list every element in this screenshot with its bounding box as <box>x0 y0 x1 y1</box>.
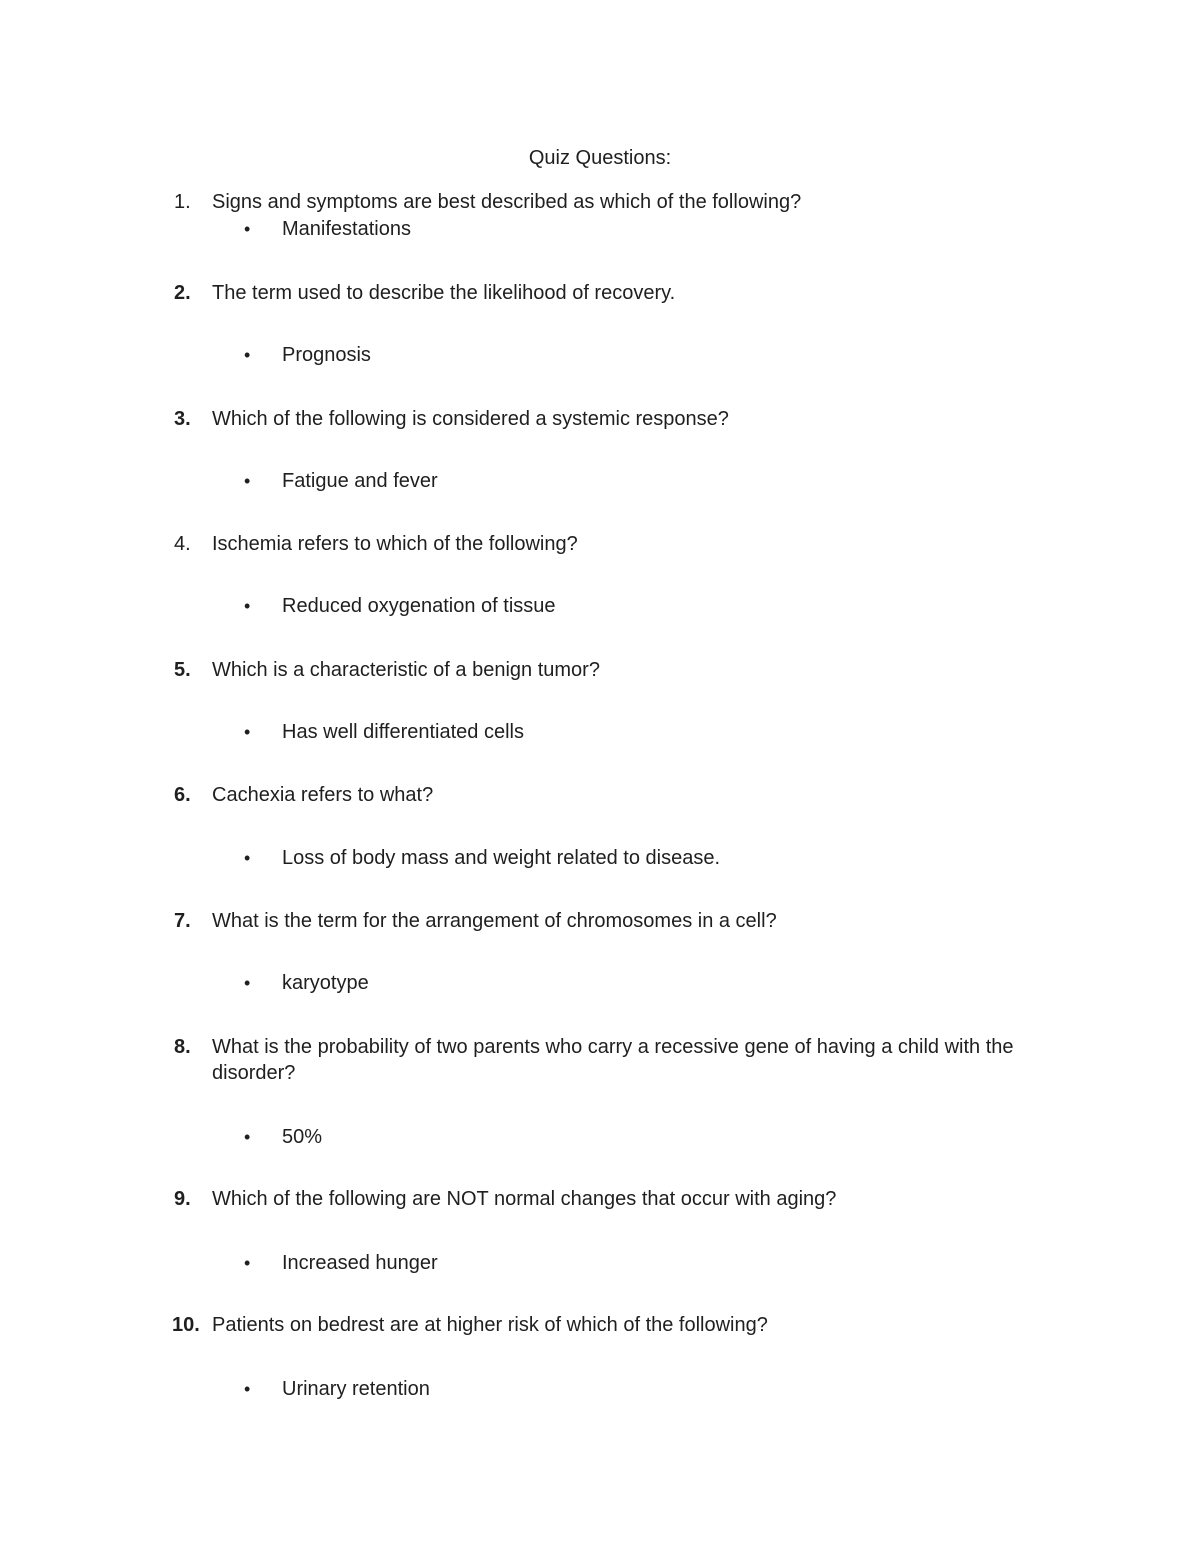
question-number: 9. <box>174 1188 191 1210</box>
question-number: 7. <box>174 910 191 932</box>
question-text: What is the probability of two parents who carry a recessive gene of having a child with the disorder? <box>212 1036 1014 1084</box>
bullet-icon: • <box>244 1127 251 1147</box>
bullet-icon: • <box>244 722 251 742</box>
question-text: Ischemia refers to which of the following? <box>212 533 578 555</box>
question-number: 3. <box>174 408 191 430</box>
bullet-icon: • <box>244 973 251 993</box>
bullet-icon: • <box>244 1379 251 1399</box>
question-text: Signs and symptoms are best described as which of the following? <box>212 191 802 213</box>
question-text: What is the term for the arrangement of chromosomes in a cell? <box>212 910 777 932</box>
answer-text: Increased hunger <box>282 1252 438 1274</box>
question-number: 4. <box>174 533 191 555</box>
answer-text: Prognosis <box>282 344 371 366</box>
question-text: Which of the following is considered a systemic response? <box>212 408 729 430</box>
question-number: 1. <box>174 191 191 213</box>
question-text: Patients on bedrest are at higher risk of which of the following? <box>212 1314 768 1336</box>
question-number: 2. <box>174 282 191 304</box>
bullet-icon: • <box>244 1253 251 1273</box>
question-number: 10. <box>172 1314 200 1336</box>
answer-text: Loss of body mass and weight related to disease. <box>282 847 721 869</box>
answer-text: Reduced oxygenation of tissue <box>282 595 556 617</box>
answer-text: Manifestations <box>282 218 411 240</box>
question-text: The term used to describe the likelihood of recovery. <box>212 282 676 304</box>
page-title: Quiz Questions: <box>528 147 672 169</box>
answer-text: Has well differentiated cells <box>282 721 524 743</box>
question-number: 5. <box>174 659 191 681</box>
answer-text: Fatigue and fever <box>282 470 438 492</box>
bullet-icon: • <box>244 596 251 616</box>
bullet-icon: • <box>244 471 251 491</box>
question-number: 6. <box>174 784 191 806</box>
bullet-icon: • <box>244 345 251 365</box>
question-text: Cachexia refers to what? <box>212 784 434 806</box>
question-text: Which is a characteristic of a benign tumor? <box>212 659 600 681</box>
question-text: Which of the following are NOT normal changes that occur with aging? <box>212 1188 837 1210</box>
question-number: 8. <box>174 1036 191 1058</box>
bullet-icon: • <box>244 848 251 868</box>
answer-text: karyotype <box>282 972 369 994</box>
bullet-icon: • <box>244 219 251 239</box>
answer-text: 50% <box>282 1126 323 1148</box>
answer-text: Urinary retention <box>282 1378 430 1400</box>
